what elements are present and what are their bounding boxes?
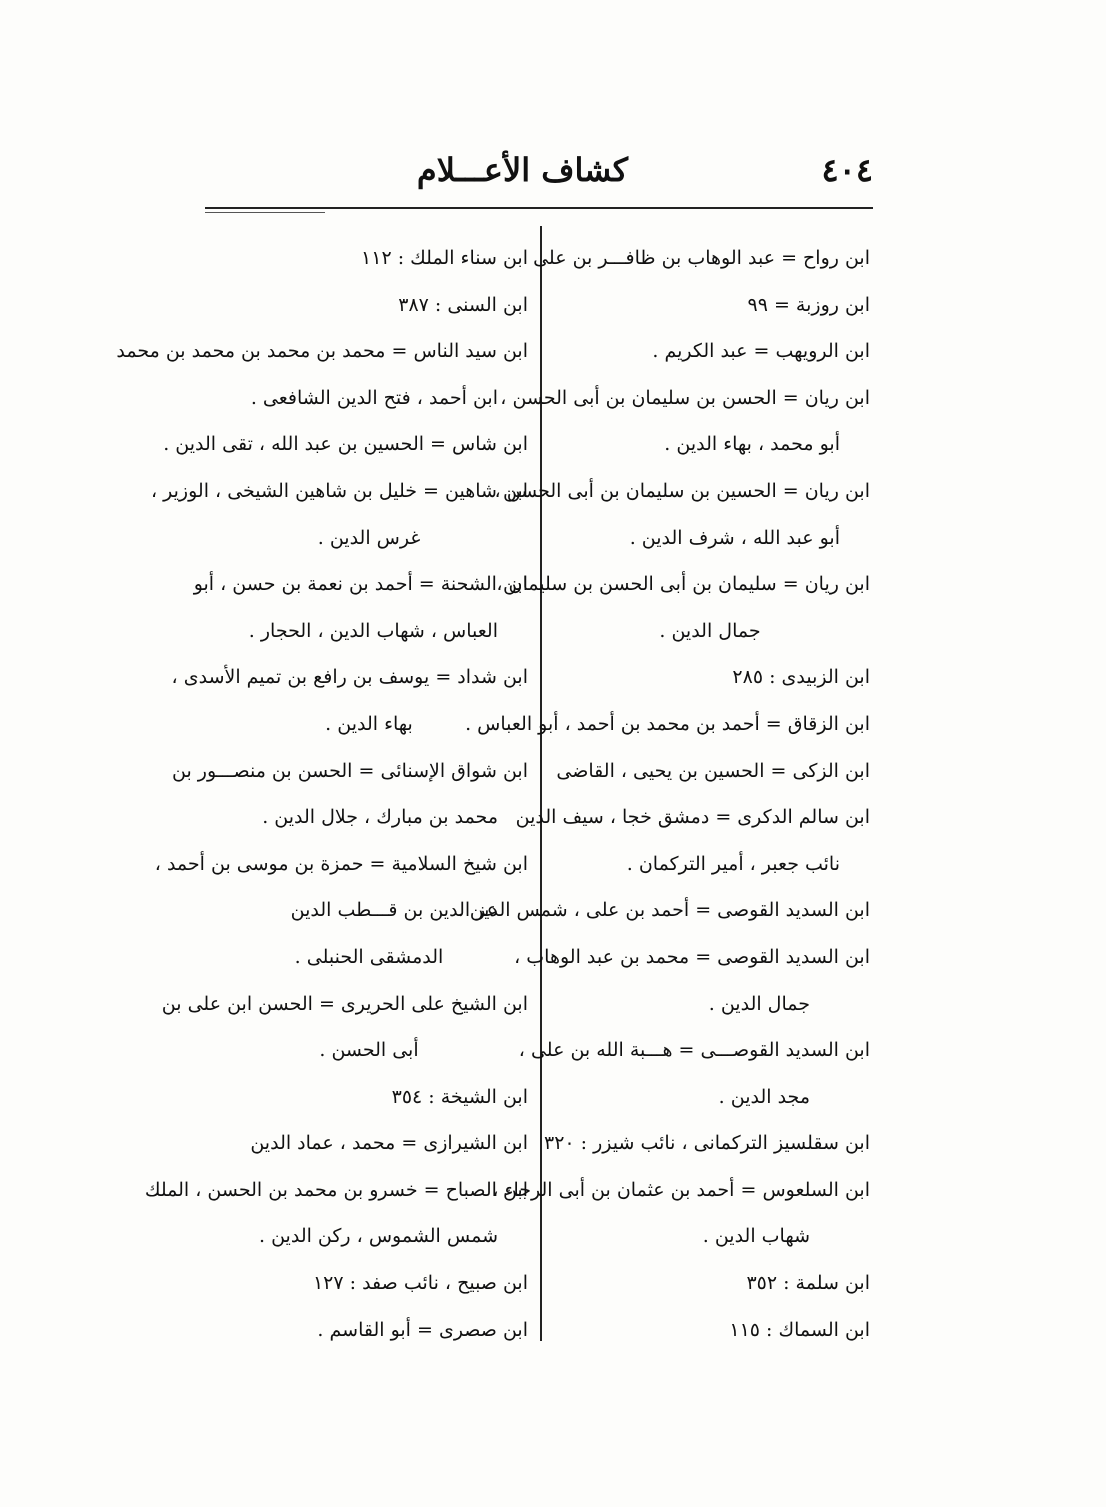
index-entry-line: ابن شواق الإسنائى = الحسن بن منصـــور بن	[172, 759, 528, 782]
index-entry-line: محمد بن مبارك ، جلال الدين .	[262, 806, 498, 829]
index-entry-line: ابن روزبة = ٩٩	[747, 293, 870, 316]
index-entry-line: ابن شداد = يوسف بن رافع بن تميم الأسدى ،	[171, 666, 528, 689]
index-entry-line: ابن السنى : ٣٨٧	[398, 293, 528, 316]
index-entry-line: ابن سالم الدكرى = دمشق خجا ، سيف الدين	[515, 806, 870, 829]
index-entry-line: ابن سناء الملك : ١١٢	[361, 247, 528, 269]
index-entry-line: ابن الصباح = خسرو بن محمد بن الحسن ، الملك	[144, 1178, 528, 1201]
index-entry-line: ابن السديد القوصى = أحمد بن على ، شمس الدين .	[457, 899, 870, 922]
index-entry-line: ابن سيد الناس = محمد بن محمد بن محمد بن محمد	[116, 340, 528, 363]
index-entry-line: ابن رواح = عبد الوهاب بن ظافـــر بن على	[533, 247, 870, 269]
index-entry-line: أبى الحسن .	[319, 1039, 419, 1062]
index-entry-line: جمال الدين .	[708, 992, 810, 1015]
index-entry-line: ابن صصرى = أبو القاسم .	[317, 1318, 528, 1341]
index-entry-line: ابن الشيخة : ٣٥٤	[391, 1085, 528, 1108]
index-entry-line: شمس الشموس ، ركن الدين .	[259, 1225, 498, 1248]
index-entry-line: نائب جعبر ، أمير التركمان .	[626, 852, 840, 875]
page-header	[205, 145, 873, 207]
index-entry-line: ابن الشحنة = أحمد بن نعمة بن حسن ، أبو	[193, 573, 528, 596]
page-number: ٤٠٤	[821, 151, 873, 189]
index-entry-line: عز الدين بن قـــطب الدين	[290, 899, 498, 922]
index-entry-line: ابن سلمة : ٣٥٢	[746, 1272, 870, 1295]
index-entry-line: ابن الزبيدى : ٢٨٥	[732, 666, 870, 689]
index-entry-line: مجد الدين .	[718, 1085, 810, 1108]
index-entry-line: ابن أحمد ، فتح الدين الشافعى .	[250, 386, 498, 409]
index-entry-line: ابن الشيرازى = محمد ، عماد الدين	[250, 1132, 528, 1155]
index-entry-line: ابن ريان = الحسن بن سليمان بن أبى الحسن ،	[500, 386, 870, 409]
index-entry-line: ابن سقلسيز التركمانى ، نائب شيزر : ٣٢٠	[543, 1132, 870, 1155]
index-entry-line: ابن السماك : ١١٥	[729, 1318, 870, 1341]
index-column-left	[116, 240, 528, 1358]
index-entry-line: ابن شيخ السلامية = حمزة بن موسى بن أحمد ،	[154, 852, 528, 875]
index-entry-line: ابن السديد القوصى = محمد بن عبد الوهاب ،	[514, 945, 870, 968]
index-entry-line: ابن ريان = الحسين بن سليمان بن أبى الحسن ،	[494, 479, 870, 502]
index-entry-line: أبو محمد ، بهاء الدين .	[664, 433, 840, 456]
index-entry-line: ابن صبيح ، نائب صفد : ١٢٧	[312, 1272, 528, 1295]
index-entry-line: جمال الدين .	[659, 619, 761, 642]
index-entry-line: الدمشقى الحنبلى .	[294, 945, 444, 968]
index-entry-line: غرس الدين .	[317, 526, 421, 549]
index-entry-line: شهاب الدين .	[702, 1225, 810, 1248]
index-entry-line: أبو عبد الله ، شرف الدين .	[629, 526, 840, 549]
index-entry-line: ابن السديد القوصـــى = هـــبة الله بن على ،	[518, 1039, 870, 1062]
index-entry-line: ابن ريان = سليمان بن أبى الحسن بن سليمان ،	[496, 573, 870, 596]
header-rule	[205, 207, 873, 209]
header-rule-ornament	[205, 212, 325, 213]
index-entry-line: ابن شاس = الحسين بن عبد الله ، تقى الدين .	[163, 433, 528, 456]
index-entry-line: ابن السلعوس = أحمد بن عثمان بن أبى الرجاء ،	[492, 1178, 870, 1201]
index-entry-line: ابن الشيخ على الحريرى = الحسن ابن على بن	[161, 992, 528, 1015]
index-entry-line: ابن الزقاق = أحمد بن محمد بن أحمد ، أبو العباس .	[465, 712, 870, 735]
index-entry-line: ابن شاهين = خليل بن شاهين الشيخى ، الوزير ،	[150, 479, 528, 502]
index-entry-line: بهاء الدين .	[325, 712, 413, 735]
page-title: كشاف الأعـــلام	[416, 151, 628, 189]
index-entry-line: ابن الرويهب = عبد الكريم .	[652, 340, 870, 363]
index-entry-line: العباس ، شهاب الدين ، الحجار .	[248, 619, 498, 642]
index-entry-line: ابن الزكى = الحسين بن يحيى ، القاضى	[556, 759, 870, 782]
